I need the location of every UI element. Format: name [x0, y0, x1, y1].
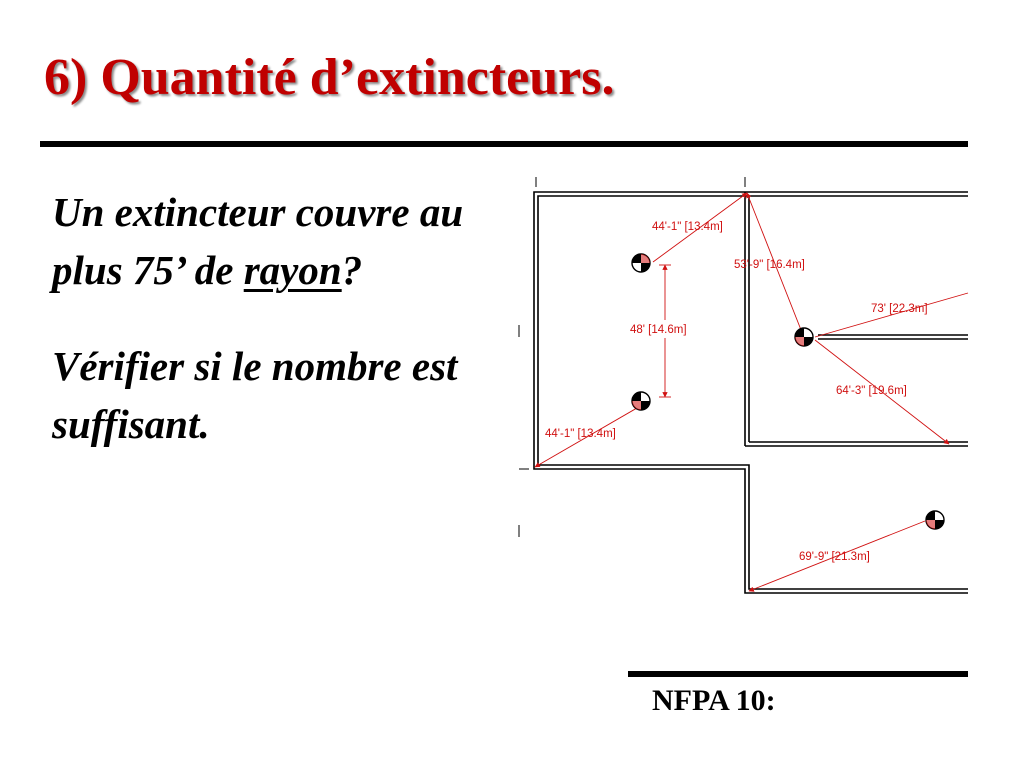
label-upper-center-diagonal: 53'-9" [16.4m]	[734, 259, 805, 271]
dim-line-right-upper	[815, 293, 968, 337]
label-bottom-left-diagonal: 44'-1" [13.4m]	[545, 428, 616, 440]
verify-instruction: Vérifier si le nombre est suffisant.	[52, 343, 458, 447]
label-top-left-diagonal: 44'-1" [13.4m]	[652, 221, 723, 233]
label-right-lower: 64'-3" [19.6m]	[836, 385, 907, 397]
footer-reference: NFPA 10:	[652, 684, 776, 717]
coverage-question	[52, 183, 522, 299]
label-bottom-right: 69'-9" [21.3m]	[799, 551, 870, 563]
extinguisher-icon	[632, 254, 650, 272]
extinguisher-icon	[632, 392, 650, 410]
footer-rule	[628, 671, 968, 677]
extinguisher-icon	[926, 511, 944, 529]
label-right-upper: 73' [22.3m]	[871, 303, 928, 315]
label-extinguisher-spacing: 48' [14.6m]	[630, 324, 687, 336]
title-rule	[40, 141, 968, 147]
dimension-labels	[545, 221, 928, 563]
slide-title: 6) Quantité d’extincteurs.	[44, 49, 615, 106]
coverage-question-text: Un extincteur couvre au plus 75’ de	[52, 189, 464, 293]
question-mark: ?	[341, 247, 363, 293]
floor-plan-diagram	[515, 175, 970, 605]
extinguisher-icon	[795, 328, 813, 346]
radius-underlined-word: rayon	[243, 247, 342, 293]
